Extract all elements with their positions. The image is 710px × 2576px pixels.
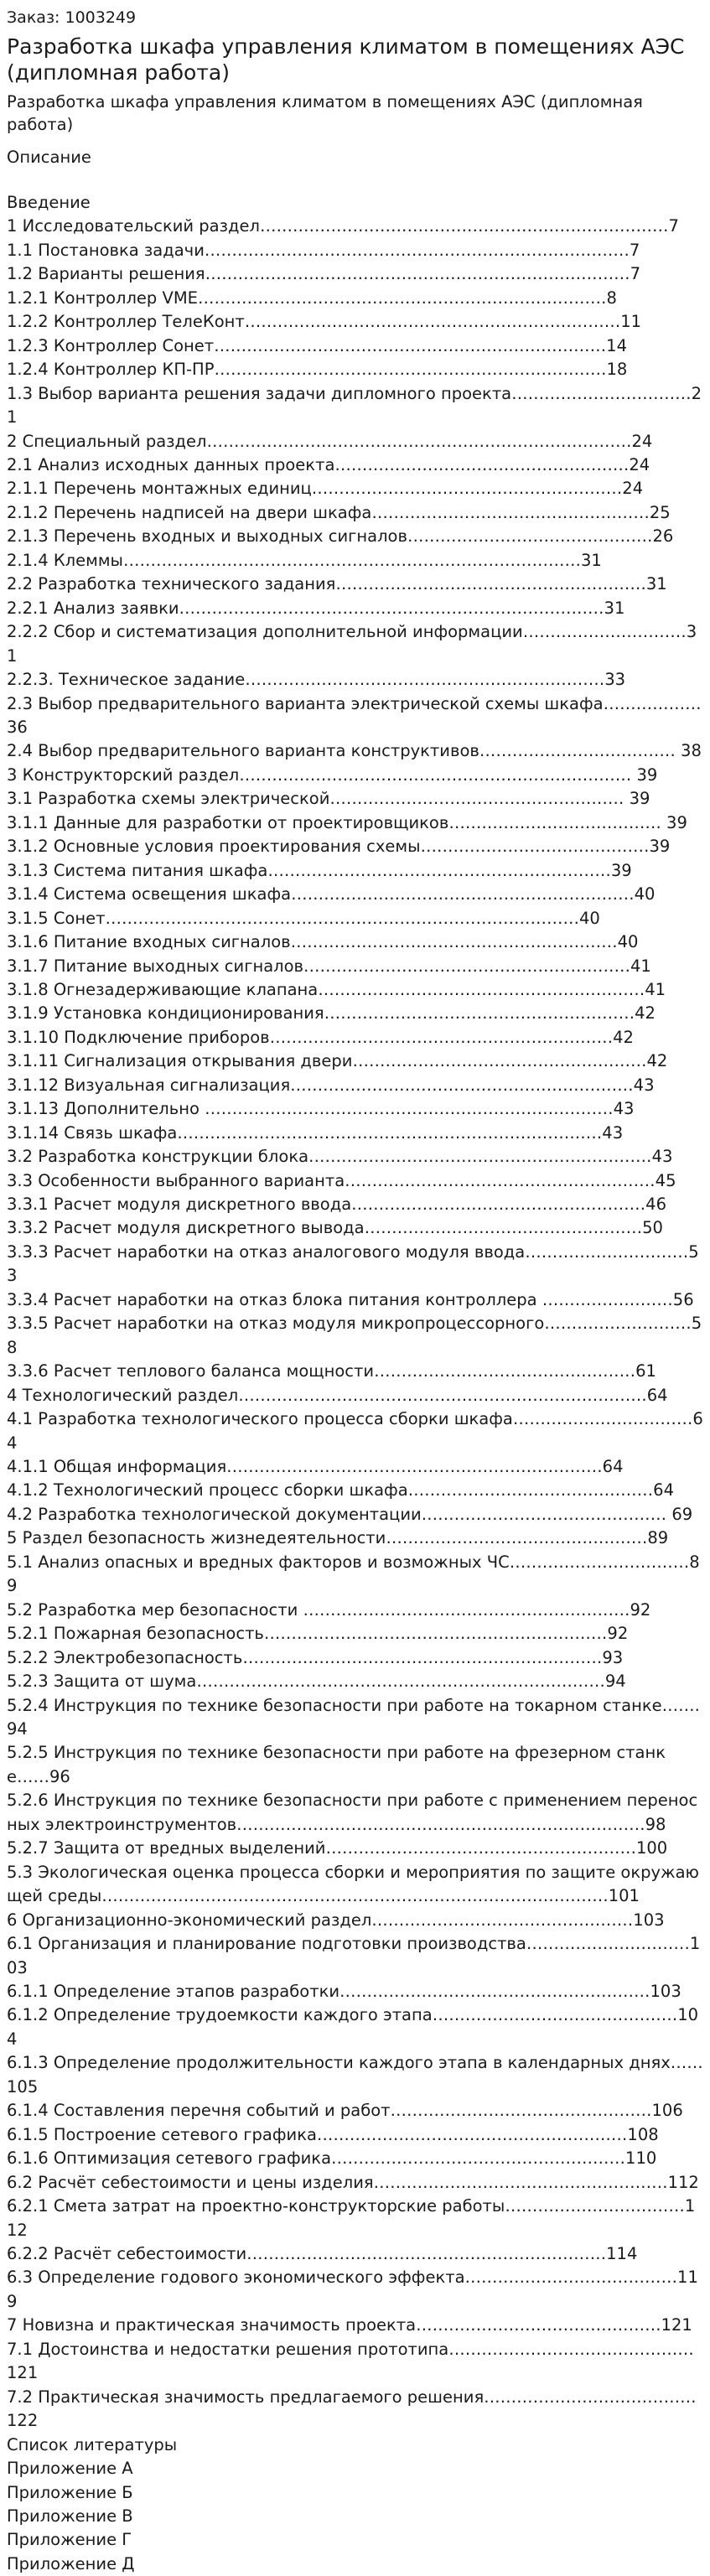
toc-entry: 1 Исследовательский раздел…………………………………………………………………7 xyxy=(7,216,679,236)
toc-entry: 3.1 Разработка схемы электрической……………………………………………… 39 xyxy=(7,789,650,809)
toc-entry: 3.3.3 Расчет наработки на отказ аналогового модуля ввода…………………………53 xyxy=(7,1241,699,1286)
toc-entry: 3.3.4 Расчет наработки на отказ блока питания контроллера ……………………56 xyxy=(7,1289,694,1309)
toc-entry: 3.3.6 Расчет теплового баланса мощности…………………………………………61 xyxy=(7,1361,656,1381)
page-title: Разработка шкафа управления климатом в помещениях АЭС (дипломная работа) xyxy=(7,34,685,85)
toc-entry: 3.3 Особенности выбранного варианта…………………………………………………45 xyxy=(7,1170,676,1190)
toc-entry: 7.1 Достоинства и недостатки решения прототипа………………………………………121 xyxy=(7,2339,694,2383)
toc-entry: 5.2.1 Пожарная безопасность………………………………………………………92 xyxy=(7,1624,629,1644)
toc-entry: 5.2 Разработка мер безопасности ……………………………………………………92 xyxy=(7,1599,651,1620)
toc-entry: 3.1.12 Визуальная сигнализация………………………………………………………43 xyxy=(7,1075,655,1095)
toc-entry: 5.2.7 Защита от вредных выделений…………………………………………………100 xyxy=(7,1838,668,1858)
toc-entry: 4.2 Разработка технологической документации……………………………………… 69 xyxy=(7,1504,693,1524)
toc-entry: 7 Новизна и практическая значимость проекта………………………………………121 xyxy=(7,2315,692,2335)
toc-entry: 4 Технологический раздел…………………………………………………………………64 xyxy=(7,1385,668,1405)
toc-entry: 6.1 Организация и планирование подготовки производства…………………………103 xyxy=(7,1934,701,1977)
toc-entry: 3.1.8 Огнезадерживающие клапана……………………………………………………41 xyxy=(7,979,666,999)
toc-entry: 2.1 Анализ исходных данных проекта………………………………………………24 xyxy=(7,454,650,474)
toc-entry: 2.2.3. Техническое задание…………………………………………………………33 xyxy=(7,670,626,690)
toc-entry: 3.1.13 Дополнительно …………………………………………………………………43 xyxy=(7,1099,635,1119)
toc-entry: 3.1.10 Подключение приборов………………………………………………………42 xyxy=(7,1027,634,1047)
toc-entry: 1.2.1 Контроллер VME…………………………………………………………………8 xyxy=(7,288,617,308)
toc-entry: 6.1.1 Определение этапов разработки…………………………………………………103 xyxy=(7,1981,681,2001)
toc-entry: 6.2.1 Смета затрат на проектно-конструкторские работы……………………………112 xyxy=(7,2196,696,2240)
toc-entry: 5.1 Анализ опасных и вредных факторов и возможных ЧС……………………………89 xyxy=(7,1552,700,1596)
toc-entry: 3.1.3 Система питания шкафа………………………………………………………39 xyxy=(7,860,632,880)
toc-entry: 6.2 Расчёт себестоимости и цены изделия………………………………………………112 xyxy=(7,2172,699,2192)
toc-entry: 6 Организационно-экономический раздел…………………………………………103 xyxy=(7,1910,665,1930)
toc-entry: Приложение Б xyxy=(7,2482,133,2502)
toc-entry: 5.2.6 Инструкция по технике безопасности при работе с применением переносных электроинструментов…………………………………………………………………98 xyxy=(7,1791,698,1834)
toc-entry: 4.1 Разработка технологического процесса сборки шкафа……………………………64 xyxy=(7,1409,703,1453)
order-number: Заказ: 1003249 xyxy=(7,8,137,27)
toc-entry: 5.2.5 Инструкция по технике безопасности при работе на фрезерном станке……96 xyxy=(7,1743,666,1786)
toc-entry: 2.2.2 Сбор и систематизация дополнительной информации…………………………31 xyxy=(7,622,697,666)
toc-entry: 6.1.2 Определение трудоемкости каждого этапа………………………………………104 xyxy=(7,2005,699,2049)
toc-entry: 1.3 Выбор варианта решения задачи дипломного проекта……………………………21 xyxy=(7,383,702,428)
toc-entry: Приложение А xyxy=(7,2459,133,2479)
toc-entry: 2.3 Выбор предварительного варианта электрической схемы шкафа………………36 xyxy=(7,693,702,737)
toc-entry: 1.2.3 Контроллер Сонет………………………………………………………………14 xyxy=(7,335,627,355)
toc-entry: 3.3.1 Расчет модуля дискретного ввода………………………………………………46 xyxy=(7,1195,666,1215)
toc-entry: 5.2.4 Инструкция по технике безопасности при работе на токарном станке…….94 xyxy=(7,1695,700,1739)
toc-entry: 3.1.6 Питание входных сигналов……………………………………………………40 xyxy=(7,932,639,952)
toc-entry: 7.2 Практическая значимость предлагаемого решения…………………………………122 xyxy=(7,2387,697,2431)
toc-entry: 3.2 Разработка конструкции блока………………………………………………………43 xyxy=(7,1147,673,1167)
toc-entry: 4.1.2 Технологический процесс сборки шкафа………………………………………64 xyxy=(7,1480,674,1501)
toc-entry: 6.2.2 Расчёт себестоимости…………………………………………………………114 xyxy=(7,2243,638,2263)
toc-entry: 3.1.14 Связь шкафа……………………………………………………………………43 xyxy=(7,1122,624,1143)
toc-entry: 5.2.2 Электробезопасность…………………………………………………………93 xyxy=(7,1647,624,1667)
toc-entry: 3.3.5 Расчет наработки на отказ модуля микропроцессорного………………………58 xyxy=(7,1314,702,1357)
toc-entry: 3.1.5 Сонет……………………………………………………………………………40 xyxy=(7,908,600,928)
toc-entry: 4.1.1 Общая информация……………………………………………………………64 xyxy=(7,1457,624,1477)
page-subtitle: Разработка шкафа управления климатом в помещениях АЭС (дипломная работа) xyxy=(7,92,643,134)
toc-entry: 3.1.11 Сигнализация открывания двери………………………………………………42 xyxy=(7,1051,668,1071)
toc-entry: 2.1.4 Клеммы…………………………………………………………………………31 xyxy=(7,550,602,570)
toc-entry: 5.2.3 Защита от шума…………………………………………………………………94 xyxy=(7,1672,626,1692)
toc-entry: 3.1.1 Данные для разработки от проектировщиков………………………………… 39 xyxy=(7,812,687,832)
toc-entry: 6.1.6 Оптимизация сетевого графика………………………………………………110 xyxy=(7,2148,657,2169)
toc-entry: 1.2.4 Контроллер КП-ПР………………………………………………………………18 xyxy=(7,360,628,380)
toc-entry: 3.1.4 Система освещения шкафа………………………………………………………40 xyxy=(7,884,656,904)
toc-entry: Введение xyxy=(7,193,91,212)
toc-entry: 1.2.2 Контроллер ТелеКонт……………………………………………………………11 xyxy=(7,312,642,332)
toc-entry: 1.1 Постановка задачи……………………………………………………………………7 xyxy=(7,240,640,260)
toc-entry: 2.2 Разработка технического задания…………………………………………………31 xyxy=(7,574,667,594)
toc-entry: 2.1.3 Перечень входных и выходных сигналов………………………………………26 xyxy=(7,526,674,547)
toc-entry: 2.2.1 Анализ заявки……………………………………………………………………31 xyxy=(7,598,625,618)
toc-entry: 6.1.4 Составления перечня событий и работ…………………………………………106 xyxy=(7,2101,683,2121)
toc-entry: Приложение В xyxy=(7,2506,133,2526)
toc-entry: 6.3 Определение годового экономического эффекта…………………………………119 xyxy=(7,2268,698,2311)
toc-entry: 3.1.9 Установка кондиционирования…………………………………………………42 xyxy=(7,1003,656,1024)
table-of-contents xyxy=(7,191,703,2576)
toc-entry: 3 Конструкторский раздел……………………………………………………………… 39 xyxy=(7,765,658,785)
toc-entry: Приложение Г xyxy=(7,2530,132,2550)
toc-entry: 3.1.7 Питание выходных сигналов……………………………………………………41 xyxy=(7,956,651,976)
toc-entry: Список литературы xyxy=(7,2434,178,2454)
toc-entry: 3.1.2 Основные условия проектирования схемы……………………………………39 xyxy=(7,837,671,857)
toc-entry: 3.3.2 Расчет модуля дискретного вывода……………………………………………50 xyxy=(7,1218,663,1238)
toc-entry: 6.1.5 Построение сетевого графика…………………………………………………108 xyxy=(7,2124,659,2144)
toc-entry: 2.1.1 Перечень монтажных единиц…………………………………………………24 xyxy=(7,479,644,499)
toc-entry: 1.2 Варианты решения……………………………………………………………………7 xyxy=(7,264,641,284)
toc-entry: 5.3 Экологическая оценка процесса сборки и мероприятия по защите окружающей среды…………………………………………………………………………………101 xyxy=(7,1862,699,1906)
toc-entry: 2 Специальный раздел……………………………………………………………………24 xyxy=(7,431,653,451)
description-label: Описание xyxy=(7,148,91,167)
toc-entry: Приложение Д xyxy=(7,2553,135,2573)
toc-entry: 6.1.3 Определение продолжительности каждого этапа в календарных днях……105 xyxy=(7,2053,703,2097)
toc-entry: 2.1.2 Перечень надписей на двери шкафа……………………………………………25 xyxy=(7,502,671,522)
toc-entry: 5 Раздел безопасность жизнедеятельности…………………………………………89 xyxy=(7,1528,669,1548)
toc-entry: 2.4 Выбор предварительного варианта конструктивов……………………………… 38 xyxy=(7,741,702,761)
